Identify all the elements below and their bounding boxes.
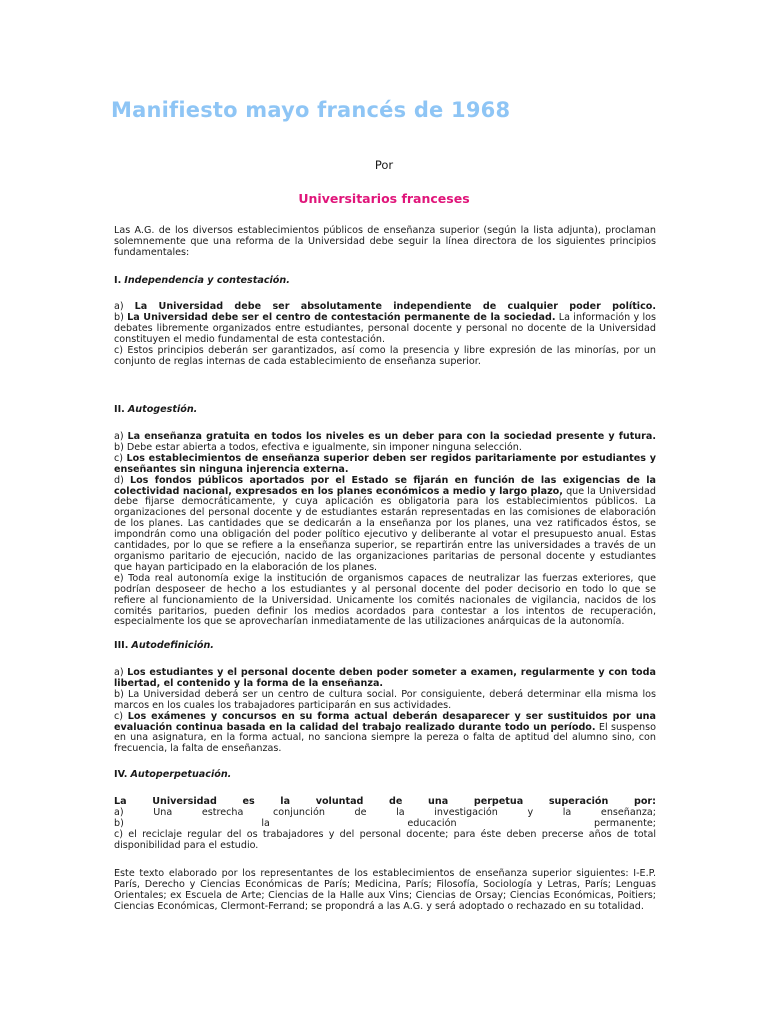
- list-item: a) Los estudiantes y el personal docente deben poder someter a examen, regularmente y con toda libertad, el contenido y la forma de la enseñanza.: [114, 667, 656, 689]
- list-item: a) La Universidad debe ser absolutamente independiente de cualquier poder político.: [114, 301, 657, 312]
- list-item: d) Los fondos públicos aportados por el Estado se fijarán en función de las exigencias de la colectividad nacional, expresados en los planes económicos a medio y largo plazo, que la Universidad debe fijarse democráticamente, y cuya aplicación es obligatoria para los establecimientos públicos. La organizaciones del personal docente y de estudiantes estarán representadas en las comisiones de elaboración de los planes. Las cantidades que se dedicarán a la enseñanza por los planes, una vez ratificados éstos, se impondrán como una obligación del poder político ejecutivo y deliberante al votar el presupuesto anual. Estas cantidades, por lo que se refiere a la enseñanza superior, se repartirán entre las universidades a través de un organismo paritario de ejecución, nacido de las organizaciones paritarias de personal docente y estudiantes que hayan participado en la elaboración de los planes.: [114, 474, 656, 573]
- section-heading-2: II. Autogestión.: [114, 404, 198, 415]
- list-item: c) el reciclaje regular del os trabajadores y del personal docente; para éste deben precerse años de total disponibilidad para el estudio.: [114, 828, 656, 851]
- section-4-body: [114, 797, 656, 852]
- section-heading-3: III. Autodefinición.: [114, 640, 214, 651]
- section-1-body: [114, 302, 656, 367]
- section-3-body: [114, 668, 656, 755]
- section-heading-1: I. Independencia y contestación.: [114, 275, 290, 286]
- list-item: La Universidad es la voluntad de una perpetua superación por:: [114, 796, 656, 807]
- intro-paragraph: Las A.G. de los diversos establecimientos públicos de enseñanza superior (según la lista adjunta), proclaman solemnemente que una reforma de la Universidad debe seguir la línea directora de los siguientes principios fundamentales:: [114, 225, 656, 258]
- list-item: b) Debe estar abierta a todos, efectiva e igualmente, sin imponer ninguna selección.: [114, 441, 522, 453]
- document-title: Manifiesto mayo francés de 1968: [111, 98, 511, 122]
- byline-label: Por: [374, 158, 394, 172]
- list-item: c) Estos principios deberán ser garantizados, así como la presencia y libre expresión de las minorías, por un conjunto de reglas internas de cada establecimiento de enseñanza superior.: [114, 344, 656, 367]
- document-author: Universitarios franceses: [298, 191, 470, 206]
- closing-paragraph: Este texto elaborado por los representantes de los establecimientos de enseñanza superior siguientes: I-E.P. París, Derecho y Ciencias Económicas de París; Medicina, París; Filosofía, Sociología y Letras, París; Lenguas Orientales; ex Escuela de Arte; Ciencias de la Halle aux Vins; Ciencias de Orsay; Ciencias Económicas, Poitiers; Ciencias Económicas, Clermont-Ferrand; se propondrá a las A.G. y será adoptado o rechazado en su totalidad.: [114, 868, 656, 912]
- list-item: b) La Universidad deberá ser un centro de cultura social. Por consiguiente, deberá determinar ella misma los marcos en los cuales los trabajadores participarán en sus actividades.: [114, 688, 656, 711]
- list-item: c) Los exámenes y concursos en su forma actual deberán desaparecer y ser sustituidos por una evaluación continua basada en la calidad del trabajo realizado durante todo un período. El suspenso en una asignatura, en la forma actual, no sanciona siempre la pereza o falta de aptitud del alumno sino, con frecuencia, la falta de enseñanzas.: [114, 710, 656, 755]
- section-2-body: [114, 432, 656, 628]
- list-item: c) Los establecimientos de enseñanza superior deben ser regidos paritariamente por estudiantes y enseñantes sin ninguna injerencia externa.: [114, 452, 656, 475]
- list-item: a) La enseñanza gratuita en todos los niveles es un deber para con la sociedad presente y futura.: [114, 431, 656, 442]
- list-item: b) la educación permanente;: [114, 817, 656, 829]
- list-item: a) Una estrecha conjunción de la investigación y la enseñanza;: [114, 806, 656, 818]
- list-item: b) La Universidad debe ser el centro de contestación permanente de la sociedad. La información y los debates libremente organizados entre estudiantes, personal docente y personal no docente de la Universidad constituyen el medio fundamental de esta contestación.: [114, 311, 656, 345]
- section-heading-4: IV. Autoperpetuación.: [114, 769, 232, 780]
- list-item: e) Toda real autonomía exige la institución de organismos capaces de neutralizar las fuerzas exteriores, que podrían desposeer de hecho a los estudiantes y al personal docente del poder decisorio en todo lo que se refiere al funcionamiento de la Universidad. Unicamente los comités nacionales de vigilancia, nacidos de los comités paritarios, pueden definir los medios acordados para contestar a los intentos de recuperación, especialmente los que se aprovecharían inmediatamente de las utilizaciones anárquicas de la autonomía.: [114, 572, 656, 628]
